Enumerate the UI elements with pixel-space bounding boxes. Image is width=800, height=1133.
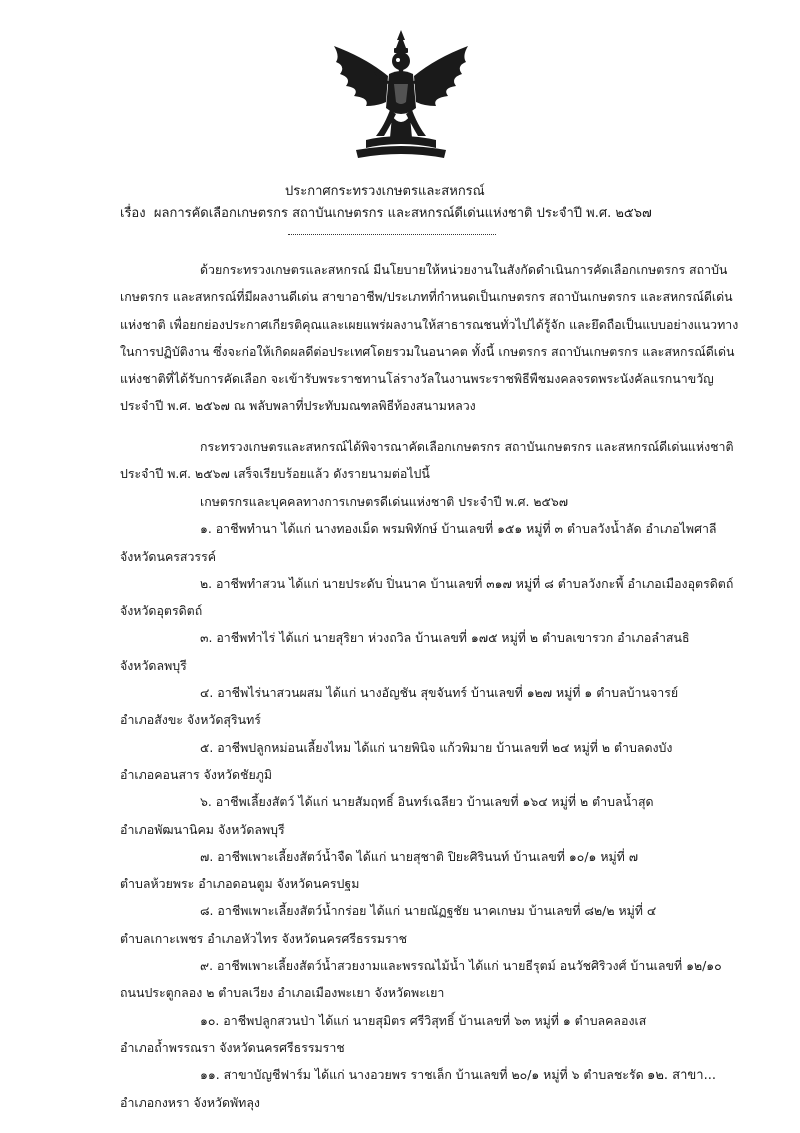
list-item-line1: ๙. อาชีพเพาะเลี้ยงสัตว์น้ำสวยงามและพรรณไม้น้ำ ได้แก่ นายธีรุตม์ อนวัชศิริวงศ์ บ้านเลขที่ ๑๒/๑๐: [200, 958, 722, 974]
document-title: ประกาศกระทรวงเกษตรและสหกรณ์: [285, 184, 485, 199]
list-item-line2: ตำบลเกาะเพชร อำเภอหัวไทร จังหวัดนครศรีธรรมราช: [120, 930, 408, 946]
garuda-emblem-icon: [326, 28, 476, 166]
list-item-line1: ๑๑. สาขาบัญชีฟาร์ม ได้แก่ นางอวยพร ราชเล็ก บ้านเลขที่ ๒๐/๑ หมู่ที่ ๖ ตำบลชะรัด: [200, 1067, 644, 1083]
list-item: [120, 1007, 740, 1062]
list-item-line2: จังหวัดอุตรดิตถ์: [120, 603, 203, 619]
list-item: [120, 952, 740, 1007]
list-item-line2: จังหวัดลพบุรี: [120, 657, 187, 673]
category-heading: เกษตรกรและบุคคลทางการเกษตรดีเด่นแห่งชาติ ประจำปี พ.ศ. ๒๕๖๗: [200, 494, 569, 509]
list-item-line1: ๗. อาชีพเพาะเลี้ยงสัตว์น้ำจืด ได้แก่ นายสุชาติ ปิยะศิรินนท์ บ้านเลขที่ ๑๐/๑ หมู่ที่ ๗: [200, 848, 639, 864]
list-item: [120, 515, 740, 570]
list-item-line2: อำเภอถ้ำพรรณรา จังหวัดนครศรีธรรมราช: [120, 1039, 345, 1055]
list-item-line1: ๑๐. อาชีพปลูกสวนป่า ได้แก่ นายสุมิตร ศรีวิสุทธิ์ บ้านเลขที่ ๖๓ หมู่ที่ ๑ ตำบลคลองเส: [200, 1012, 647, 1028]
intro-section: [120, 256, 740, 420]
list-item-line2: ตำบลห้วยพระ อำเภอดอนตูม จังหวัดนครปฐม: [120, 876, 360, 892]
list-item: [120, 734, 740, 789]
list-item-line2: อำเภอพัฒนานิคม จังหวัดลพบุรี: [120, 821, 285, 837]
list-item: [120, 624, 740, 679]
list-item-line1: ๒. อาชีพทำสวน ได้แก่ นายประดับ ปิ่นนาค บ้านเลขที่ ๓๑๗ หมู่ที่ ๘ ตำบลวังกะพี้ อำเภอเมืองอุตรดิตถ์: [200, 575, 734, 591]
list-item-line1: ๓. อาชีพทำไร่ ได้แก่ นายสุริยา ห่วงถวิล บ้านเลขที่ ๑๗๕ หมู่ที่ ๒ ตำบลเขารวก อำเภอลำสนธิ: [200, 630, 690, 646]
announcement-paragraph: กระทรวงเกษตรและสหกรณ์ได้พิจารณาคัดเลือกเกษตรกร สถาบันเกษตรกร และสหกรณ์ดีเด่นแห่งชาติ ประจำปี พ.ศ. ๒๕๖๗ เสร็จเรียบร้อยแล้ว ดังรายนามต่อไปนี้: [120, 439, 734, 482]
list-item: [120, 570, 740, 625]
list-item-line1: ๑. อาชีพทำนา ได้แก่ นางทองเม็ด พรมพิทักษ์ บ้านเลขที่ ๑๕๑ หมู่ที่ ๓ ตำบลวังน้ำลัด อำเภอไพศาลี: [200, 521, 717, 537]
list-item-line1: ๔. อาชีพไร่นาสวนผสม ได้แก่ นางอัญชัน สุขจันทร์ บ้านเลขที่ ๑๒๗ หมู่ที่ ๑ ตำบลบ้านจารย์: [200, 685, 679, 701]
announcement-section: [120, 433, 740, 488]
page-continuation: ๑๒. สาขา...: [647, 1068, 716, 1083]
list-item-line1: ๖. อาชีพเลี้ยงสัตว์ ได้แก่ นายสัมฤทธิ์ อินทร์เฉลียว บ้านเลขที่ ๑๖๔ หมู่ที่ ๒ ตำบลน้ำสุด: [200, 794, 654, 810]
list-item-line2: จังหวัดนครสวรรค์: [120, 548, 217, 564]
list-item: [120, 897, 740, 952]
separator-dotted-line: [288, 234, 496, 235]
list-item-line1: ๘. อาชีพเพาะเลี้ยงสัตว์น้ำกร่อย ได้แก่ นายณัฏฐชัย นาคเกษม บ้านเลขที่ ๘๒/๒ หมู่ที่ ๔: [200, 903, 657, 919]
list-item: [120, 788, 740, 843]
list-item-line2: อำเภอกงหรา จังหวัดพัทลุง: [120, 1094, 260, 1110]
awardee-list: [120, 488, 740, 1116]
subject-label: เรื่อง: [120, 206, 146, 221]
list-item-line2: อำเภอสังขะ จังหวัดสุรินทร์: [120, 712, 261, 728]
list-item: [120, 679, 740, 734]
list-item-line2: อำเภอคอนสาร จังหวัดชัยภูมิ: [120, 766, 273, 782]
list-item-line2: ถนนประตูกลอง ๒ ตำบลเวียง อำเภอเมืองพะเยา จังหวัดพะเยา: [120, 985, 445, 1001]
subject-text: ผลการคัดเลือกเกษตรกร สถาบันเกษตรกร และสหกรณ์ดีเด่นแห่งชาติ ประจำปี พ.ศ. ๒๕๖๗: [153, 206, 652, 221]
intro-paragraph: ด้วยกระทรวงเกษตรและสหกรณ์ มีนโยบายให้หน่วยงานในสังกัดดำเนินการคัดเลือกเกษตรกร สถาบันเกษตรกร และสหกรณ์ที่มีผลงานดีเด่น สาขาอาชีพ/ประเภทที่กำหนดเป็นเกษตรกร สถาบันเกษตรกร และสหกรณ์ดีเด่นแห่งชาติ เพื่อยกย่องประกาศเกียรติคุณและเผยแพร่ผลงานให้สาธารณชนทั่วไปได้รู้จัก และยึดถือเป็นแบบอย่างแนวทางในการปฏิบัติงาน ซึ่งจะก่อให้เกิดผลดีต่อประเทศโดยรวมในอนาคต ทั้งนี้ เกษตรกร สถาบันเกษตรกร และสหกรณ์ดีเด่นแห่งชาติที่ได้รับการคัดเลือก จะเข้ารับพระราชทานโล่รางวัลในงานพระราชพิธีพืชมงคลจรดพระนังคัลแรกนาขวัญ ประจำปี พ.ศ. ๒๕๖๗ ณ พลับพลาที่ประทับมณฑลพิธีท้องสนามหลวง: [120, 262, 739, 414]
list-item: [120, 843, 740, 898]
document-subject: [120, 205, 652, 223]
list-item-line1: ๕. อาชีพปลูกหม่อนเลี้ยงไหม ได้แก่ นายพินิจ แก้วพิมาย บ้านเลขที่ ๒๔ หมู่ที่ ๒ ตำบลดงบัง: [200, 739, 673, 755]
